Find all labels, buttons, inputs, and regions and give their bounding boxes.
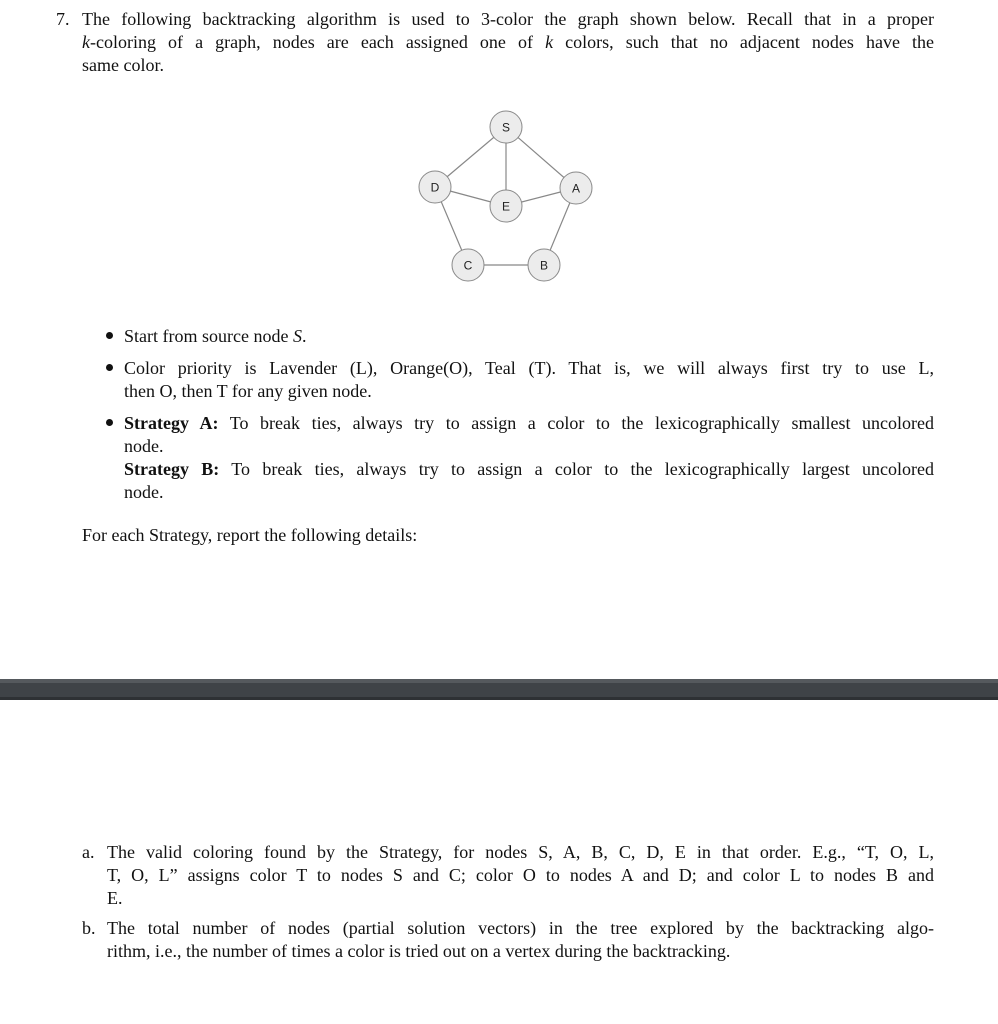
graph-figure	[0, 0, 998, 320]
strategy-a-line: Strategy A: To break ties, always try to assign a color to the lexicographically smallest uncolored	[124, 413, 934, 433]
node-C	[452, 249, 484, 281]
for-each-text: For each Strategy, report the following details:	[82, 525, 418, 545]
question-number: 7.	[56, 9, 70, 29]
node-label-C: C	[463, 258, 473, 273]
node-label-B: B	[539, 258, 549, 273]
bullet-1-dot	[106, 332, 113, 339]
strategy-b-label: Strategy B:	[124, 459, 220, 479]
bullet-3-dot	[106, 419, 113, 426]
bullet-2-text: Color priority is Lavender (L), Orange(O), Teal (T). That is, we will always first try to use L, then O, then T for any given node.	[124, 358, 934, 401]
part-b-text: The total number of nodes (partial solution vectors) in the tree explored by the backtracking algo- rithm, i.e., the number of times a color is tried out on a vertex during the backtracking.	[107, 918, 934, 961]
node-S	[490, 111, 522, 143]
question-line-3: same color.	[82, 55, 164, 75]
page-separator	[0, 679, 998, 700]
node-D	[419, 171, 451, 203]
strategy-a-label: Strategy A:	[124, 413, 219, 433]
strategy-b-line: Strategy B: To break ties, always try to assign a color to the lexicographically largest uncolored	[124, 459, 934, 479]
question-line-2: k-coloring of a graph, nodes are each assigned one of k colors, such that no adjacent nodes have the	[82, 32, 935, 52]
node-A	[560, 172, 592, 204]
part-a-text: The valid coloring found by the Strategy, for nodes S, A, B, C, D, E in that order. E.g., “T, O, L, T, O, L” assigns color T to nodes S and C; color O to nodes A and D; and color L to nodes B and E.	[107, 842, 934, 908]
node-label-D: D	[430, 180, 440, 195]
k-variable: k	[82, 32, 90, 52]
node-label-E: E	[501, 199, 511, 214]
k-variable-2: k	[545, 32, 554, 52]
question-line-1: The following backtracking algorithm is used to 3-color the graph shown below. Recall that in a proper	[82, 9, 934, 29]
node-B	[528, 249, 560, 281]
bullet-3-text: Strategy A: To break ties, always try to assign a color to the lexicographically smallest uncolored node. Strategy B: To break ties, always try to assign a color to the lexicographically largest uncolored node.	[124, 413, 934, 502]
part-a-label: a.	[82, 842, 95, 862]
bullet-1-text: Start from source node S.	[124, 326, 307, 346]
node-label-A: A	[571, 181, 581, 196]
part-b-label: b.	[82, 918, 96, 938]
node-E	[490, 190, 522, 222]
node-label-S: S	[501, 120, 511, 135]
bullet-2-dot	[106, 364, 113, 371]
